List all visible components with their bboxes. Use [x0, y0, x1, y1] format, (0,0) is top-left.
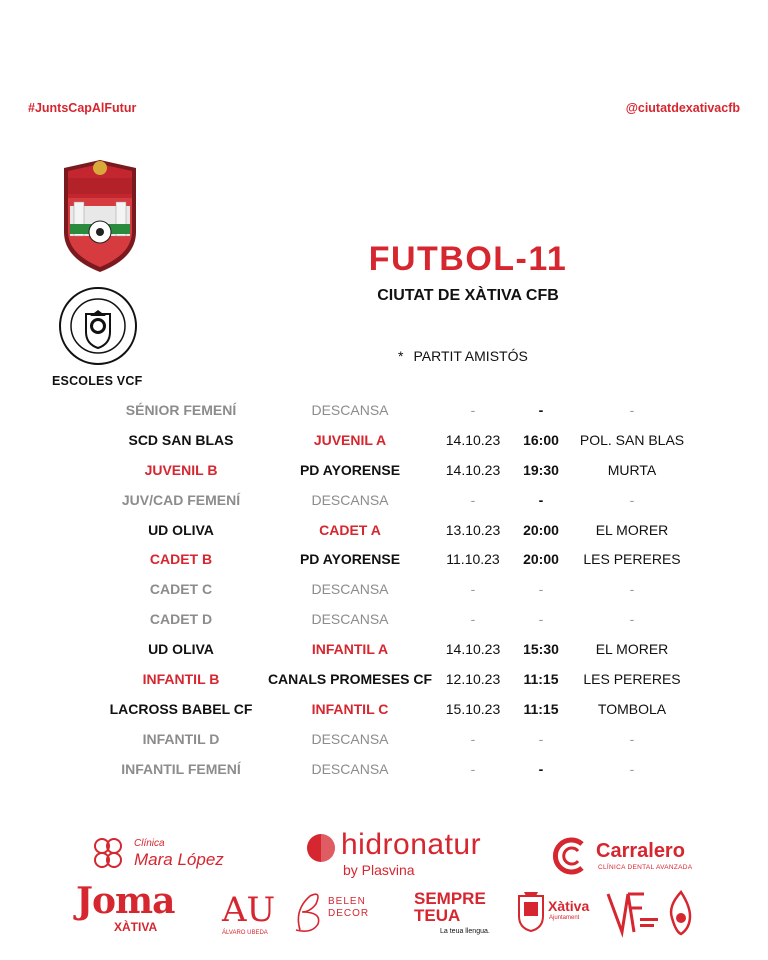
fixture-home: CADET D: [149, 611, 213, 628]
fixture-date: -: [470, 402, 476, 418]
fixture-time: 20:00: [523, 551, 559, 568]
sponsor-xativa-ajuntament: [516, 888, 590, 937]
academy-label: ESCOLES VCF: [52, 374, 143, 388]
fixture-venue: LES PERERES: [583, 671, 681, 688]
fixture-time: -: [538, 611, 544, 628]
sempre-line1: SEMPRE: [414, 889, 486, 908]
carralero-line2: CLÍNICA DENTAL AVANZADA: [598, 864, 693, 871]
fixture-venue: MURTA: [607, 461, 657, 478]
fixture-date: 14.10.23: [445, 431, 501, 448]
fixture-time: -: [538, 730, 544, 747]
table-row: [0, 575, 768, 605]
federation-logo: [604, 888, 662, 938]
table-row: [0, 725, 768, 755]
fixture-home: CADET B: [149, 551, 213, 568]
drop-icon: [305, 830, 337, 864]
hidronatur-line2: by Plasvina: [343, 862, 415, 878]
fixture-venue: -: [629, 581, 635, 598]
fixture-time: 20:00: [523, 521, 559, 538]
fixture-home: INFANTIL D: [142, 730, 220, 747]
fixture-away: DESCANSA: [311, 760, 389, 777]
clinica-line1: Clínica: [134, 838, 165, 849]
flame-logo: [666, 888, 696, 938]
table-row: [0, 426, 768, 456]
sponsors-strip: [0, 820, 768, 960]
page-subtitle: CIUTAT DE XÀTIVA CFB: [377, 287, 559, 304]
fixture-away: INFANTIL A: [311, 641, 389, 658]
fixture-home: LACROSS BABEL CF: [109, 700, 253, 717]
table-row: [0, 456, 768, 486]
fixture-away: DESCANSA: [311, 402, 389, 418]
fixture-date: -: [470, 730, 476, 747]
fixture-home: SÉNIOR FEMENÍ: [125, 402, 237, 418]
table-row: [0, 695, 768, 725]
fixture-away: CADET A: [319, 521, 381, 538]
fixture-time: -: [538, 402, 544, 418]
fixture-away: DESCANSA: [311, 581, 389, 598]
au-line1: AU: [222, 890, 276, 930]
table-row: [0, 635, 768, 665]
fixture-home: INFANTIL B: [142, 671, 220, 688]
fixture-date: -: [470, 491, 476, 508]
fixture-time: 11:15: [523, 671, 559, 688]
fixture-date: -: [470, 581, 476, 598]
fixture-time: 15:30: [523, 641, 559, 658]
fixture-home: CADET C: [149, 581, 213, 598]
au-line2: ÁLVARO UBEDA: [222, 930, 268, 936]
carralero-icon: [552, 836, 592, 876]
fixture-home: JUVENIL B: [144, 461, 218, 478]
fixture-venue: -: [629, 402, 635, 418]
belen-line2: DECOR: [328, 908, 370, 919]
fixture-time: -: [538, 491, 544, 508]
fixture-venue: EL MORER: [595, 521, 669, 538]
fixture-time: -: [538, 581, 544, 598]
fixture-venue: POL. SAN BLAS: [579, 431, 685, 448]
xativa-shield-icon: [516, 888, 546, 932]
fixture-venue: TOMBOLA: [597, 700, 667, 717]
table-row: [0, 396, 768, 426]
fixture-home: UD OLIVA: [148, 521, 214, 538]
club-crest-logo: [60, 158, 140, 274]
fixture-home: JUV/CAD FEMENÍ: [121, 491, 241, 508]
fixture-venue: -: [629, 611, 635, 628]
fixture-time: -: [538, 760, 544, 777]
clinica-line2: Mara López: [134, 850, 224, 869]
fixture-date: 15.10.23: [445, 700, 501, 717]
sponsor-clinica: [86, 834, 224, 879]
sponsor-hidronatur: [305, 828, 482, 878]
page-title: FUTBOL-11: [368, 240, 568, 278]
fixture-away: DESCANSA: [311, 730, 389, 747]
fixture-home: UD OLIVA: [148, 641, 214, 658]
xativa-line1: Xàtiva: [548, 898, 590, 914]
fixture-home: SCD SAN BLAS: [128, 431, 234, 448]
fixture-away: INFANTIL C: [311, 700, 389, 717]
fixture-home: INFANTIL FEMENÍ: [121, 760, 241, 777]
fixture-venue: LES PERERES: [583, 551, 681, 568]
fixture-away: DESCANSA: [311, 611, 389, 628]
fixture-venue: -: [629, 491, 635, 508]
fixture-time: 19:30: [523, 461, 559, 478]
fixture-date: 12.10.23: [445, 671, 501, 688]
note-asterisk: *: [398, 348, 404, 364]
hashtag: #JuntsCapAlFutur: [28, 101, 137, 115]
joma-line1: Joma: [76, 880, 175, 922]
fixture-date: 14.10.23: [445, 461, 501, 478]
sponsor-belen: [292, 890, 370, 939]
table-row: [0, 605, 768, 635]
note-text: PARTIT AMISTÓS: [413, 348, 528, 364]
fixture-away: CANALS PROMESES CF: [267, 671, 433, 688]
table-row: [0, 516, 768, 546]
sponsor-carralero: [552, 836, 693, 881]
fixture-date: 14.10.23: [445, 641, 501, 658]
table-row: [0, 755, 768, 785]
clinica-icon: [86, 834, 130, 874]
table-row: [0, 665, 768, 695]
fixture-away: PD AYORENSE: [299, 551, 401, 568]
fixture-venue: -: [629, 760, 635, 777]
friendly-note: [398, 348, 528, 364]
table-row: [0, 545, 768, 575]
hidronatur-line1: hidronatur: [341, 828, 482, 861]
belen-b-icon: [292, 890, 328, 934]
fixtures-table: [0, 396, 768, 785]
fixture-away: JUVENIL A: [313, 431, 387, 448]
fixture-date: -: [470, 611, 476, 628]
xativa-line2: Ajuntament: [549, 915, 580, 921]
fixture-date: -: [470, 760, 476, 777]
carralero-line1: Carralero: [596, 840, 685, 862]
social-handle[interactable]: @ciutatdexativacfb: [625, 101, 740, 115]
joma-line2: XÀTIVA: [114, 920, 158, 934]
fixture-venue: EL MORER: [595, 641, 669, 658]
sempre-line2: TEUA: [414, 906, 461, 925]
fixture-away: PD AYORENSE: [299, 461, 401, 478]
belen-line1: BELEN: [328, 896, 366, 907]
fixture-away: DESCANSA: [311, 491, 389, 508]
fixture-date: 11.10.23: [446, 551, 500, 568]
fixture-time: 11:15: [523, 700, 559, 717]
sempre-line3: La teua llengua.: [440, 928, 490, 935]
table-row: [0, 486, 768, 516]
fixture-time: 16:00: [523, 431, 559, 448]
academy-badge-logo: [58, 286, 138, 366]
fixture-date: 13.10.23: [445, 521, 501, 538]
fixture-venue: -: [629, 730, 635, 747]
